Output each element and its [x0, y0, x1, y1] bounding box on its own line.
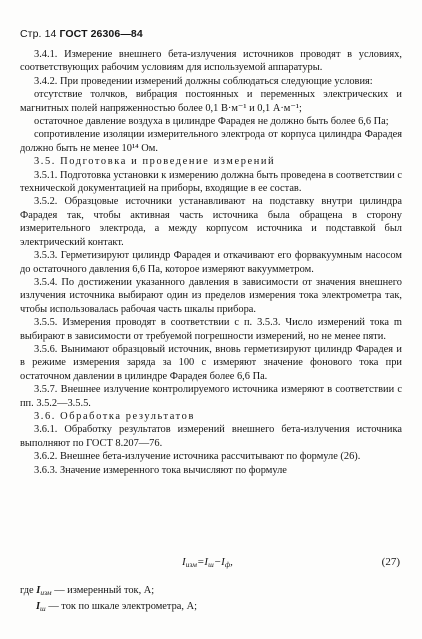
condition-vibration: отсутствие толчков, вибрация постоянных и переменных электрических и магнитных полей напряженностью более 0,1 В·м⁻¹ и 0,1 А·м⁻¹;: [20, 89, 402, 114]
legend-description: — измеренный ток, А;: [51, 585, 155, 596]
paragraph-3-4-2: 3.4.2. При проведении измерений должны соблюдаться следующие условия:: [34, 75, 373, 87]
page-number: Стр. 14: [20, 28, 57, 40]
legend-row-measured: [20, 583, 402, 599]
legend-symbol-subscript: изм: [40, 588, 52, 597]
formula-term-1: I: [204, 556, 209, 568]
paragraph-3-5-2: 3.5.2. Образцовые источники устанавливают на подставку внутри цилиндра Фарадея так, чтобы активная часть источника была обращена в сторону измерительного электрода, а между корпусом источника и подставкой был электрический контакт.: [20, 196, 402, 248]
legend-prefix: где: [20, 585, 34, 596]
legend-symbol: I: [36, 585, 41, 596]
formula-term-2-subscript: ф: [224, 560, 231, 569]
paragraph-3-6-2: 3.6.2. Внешнее бета-излучение источника рассчитывают по формуле (26).: [34, 451, 361, 463]
condition-pressure: остаточное давление воздуха в цилиндре Фарадея не должно быть более 6,6 Па;: [34, 116, 389, 128]
formula-term-2: I: [221, 556, 225, 568]
section-heading-3-6: 3.6. Обработка результатов: [34, 410, 195, 422]
paragraph-3-5-3: 3.5.3. Герметизируют цилиндр Фарадея и откачивают его форвакуумным насосом до остаточного давления 6,6 Па, которое измеряют вакуумметром.: [20, 250, 402, 275]
formula-comma: ,: [230, 556, 233, 568]
page-header: [20, 28, 143, 40]
paragraph-3-6-3: 3.6.3. Значение измеренного тока вычисляют по формуле: [34, 464, 287, 476]
paragraph-3-5-5: 3.5.5. Измерения проводят в соответствии с п. 3.5.3. Число измерений тока m выбирают в зависимости от требуемой погрешности измерений, но не менее пяти.: [20, 317, 402, 342]
legend-symbol: I: [36, 601, 41, 612]
paragraph-3-5-1: 3.5.1. Подготовка установки к измерению должна быть проведена в соответствии с технической документацией на приборы, входящие в ее состав.: [20, 169, 402, 195]
legend-row-scale: [20, 599, 402, 615]
document-body: [20, 48, 402, 477]
formula-equals: =: [196, 556, 205, 568]
formula-number: (27): [381, 556, 400, 568]
condition-insulation: сопротивление изоляции измерительного электрода от корпуса цилиндра Фарадея должно быть не менее 10¹⁴ Ом.: [20, 129, 402, 154]
paragraph-3-5-7: 3.5.7. Внешнее излучение контролируемого источника измеряют в соответствии с пп. 3.5.2—3.5.5.: [20, 384, 402, 409]
legend-description: — ток по шкале электрометра, А;: [45, 601, 197, 612]
paragraph-3-5-6: 3.5.6. Вынимают образцовый источник, вновь герметизируют цилиндр Фарадея и в режиме измерения заряда за 100 с измеряют значение фонового тока при остаточном давлении в цилиндре Фарадея более 6,6 Па.: [20, 343, 402, 382]
formula-term-1-subscript: ш: [208, 560, 214, 569]
formula-legend: [20, 583, 402, 615]
section-heading-3-5: 3.5. Подготовка и проведение измерений: [34, 156, 276, 168]
paragraph-3-6-1: 3.6.1. Обработку результатов измерений внешнего бета-излучения источника выполняют по ГОСТ 8.207—76.: [20, 424, 402, 449]
formula-27: [0, 556, 422, 572]
formula-minus: −: [213, 556, 222, 568]
document-code: ГОСТ 26306—84: [59, 28, 143, 40]
paragraph-3-5-4: 3.5.4. По достижении указанного давления в зависимости от значения внешнего излучения источника выбирают один из пределов измерения тока электрометра так, чтобы использовалась рабочая часть шкалы прибора.: [20, 276, 402, 315]
formula-lhs-subscript: изм: [185, 560, 197, 569]
paragraph-3-4-1: 3.4.1. Измерение внешнего бета-излучения источников проводят в условиях, соответствующих рабочим условиям для используемой аппаратуры.: [20, 49, 402, 74]
formula-expression: [182, 556, 233, 569]
legend-symbol-subscript: ш: [40, 604, 46, 613]
formula-lhs: I: [182, 556, 186, 568]
